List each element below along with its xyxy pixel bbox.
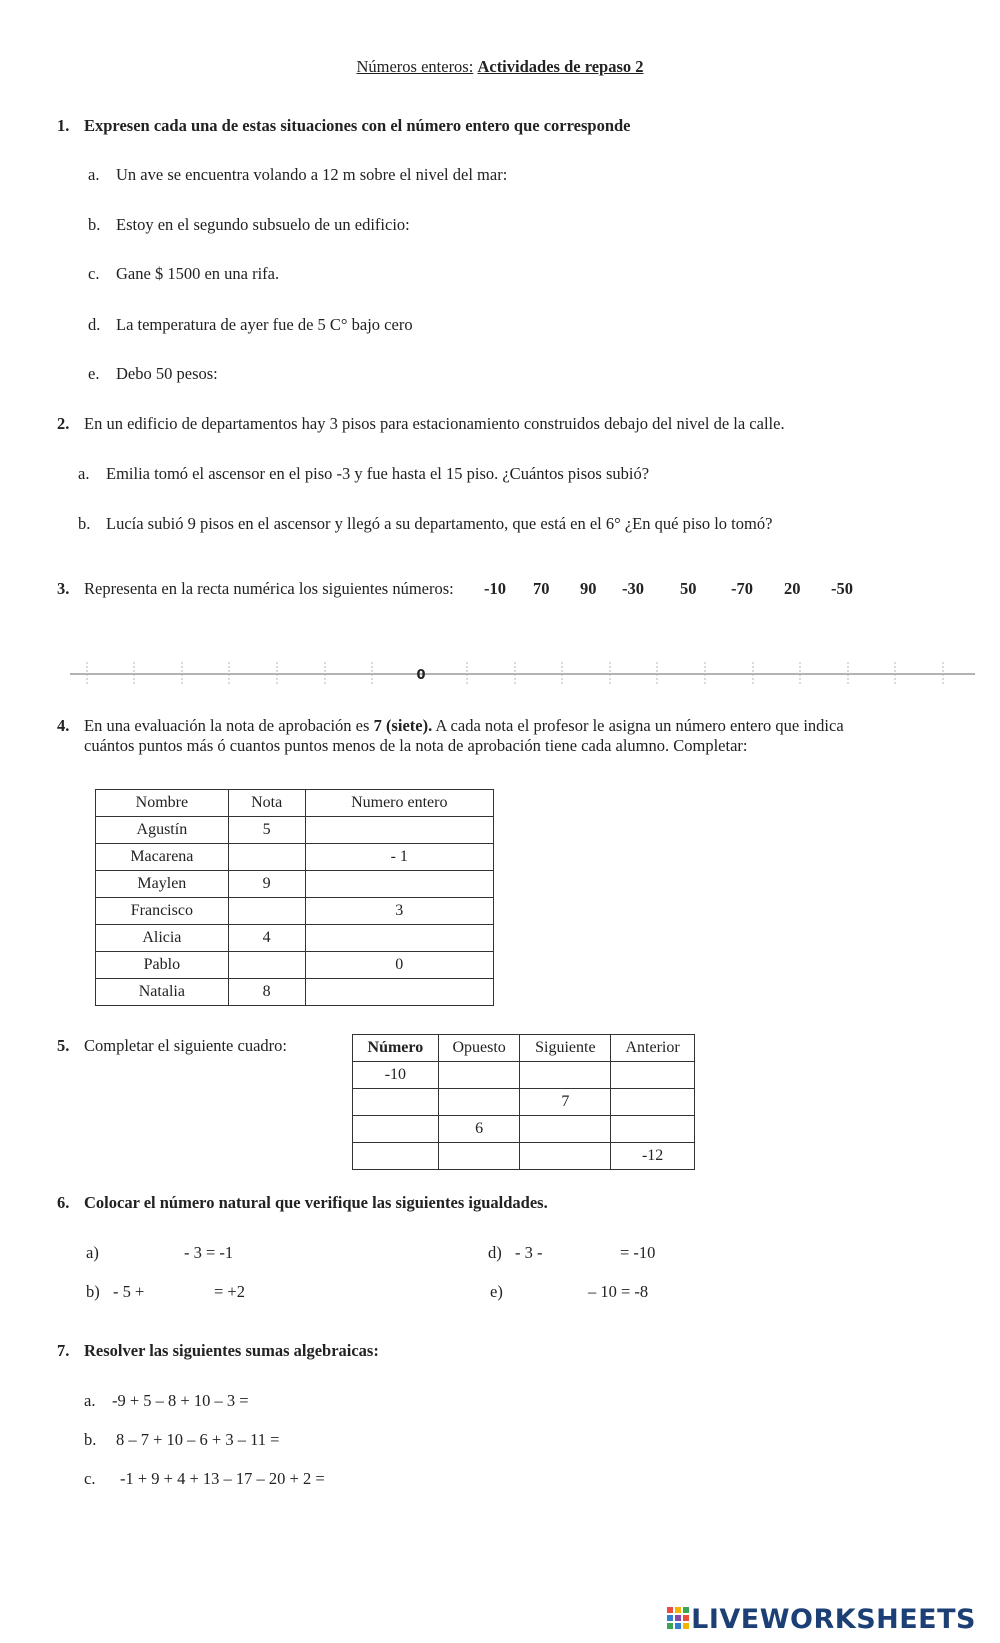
integer-cell[interactable]: 0 — [305, 952, 493, 979]
number-cell[interactable] — [353, 1089, 439, 1116]
q6-b-post: = +2 — [214, 1282, 245, 1301]
integer-cell[interactable] — [305, 979, 493, 1006]
q1-a-letter: a. — [88, 165, 100, 184]
q7-a-letter: a. — [84, 1391, 96, 1410]
number-cell[interactable] — [353, 1116, 439, 1143]
q1-c-letter: c. — [88, 264, 100, 283]
table-row — [96, 898, 494, 925]
q1-text: Expresen cada una de estas situaciones con el número entero que corresponde — [84, 116, 631, 135]
name-cell: Pablo — [96, 952, 229, 979]
q1-number: 1. — [57, 116, 70, 135]
q4-text-a: En una evaluación la nota de aprobación es — [84, 716, 370, 735]
q6-text: Colocar el número natural que verifique las siguientes igualdades. — [84, 1193, 548, 1212]
table-row — [96, 979, 494, 1006]
q3-text: Representa en la recta numérica los siguientes números: — [84, 579, 454, 598]
grade-cell[interactable] — [228, 898, 305, 925]
previous-cell[interactable] — [611, 1062, 695, 1089]
grade-cell[interactable] — [228, 844, 305, 871]
q2-a-letter: a. — [78, 464, 90, 483]
q1-b-text: Estoy en el segundo subsuelo de un edificio: — [116, 215, 410, 234]
header-cell: Opuesto — [438, 1035, 520, 1062]
opposite-cell[interactable] — [438, 1089, 520, 1116]
q6-a-expr: - 3 = -1 — [184, 1243, 234, 1262]
header-cell: Numero entero — [305, 790, 493, 817]
grade-cell[interactable]: 5 — [228, 817, 305, 844]
liveworksheets-text: LIVEWORKSHEETS — [691, 1604, 976, 1635]
page-title — [0, 57, 1000, 77]
header-cell: Nota — [228, 790, 305, 817]
q2-a-text: Emilia tomó el ascensor en el piso -3 y fue hasta el 15 piso. ¿Cuántos pisos subió? — [106, 464, 650, 483]
previous-cell[interactable] — [611, 1116, 695, 1143]
title-bold: Actividades de repaso 2 — [477, 57, 644, 76]
grade-cell[interactable]: 8 — [228, 979, 305, 1006]
table-row — [353, 1143, 695, 1170]
q6-b-pre: - 5 + — [113, 1282, 145, 1301]
table-row — [96, 925, 494, 952]
integer-cell[interactable] — [305, 925, 493, 952]
grade-cell[interactable] — [228, 952, 305, 979]
q3-value: 20 — [784, 579, 801, 598]
q1-a-text: Un ave se encuentra volando a 12 m sobre el nivel del mar: — [116, 165, 508, 184]
table-header-row — [96, 790, 494, 817]
name-cell: Agustín — [96, 817, 229, 844]
q4-number: 4. — [57, 716, 70, 735]
q4-table — [95, 789, 494, 1006]
integer-cell[interactable] — [305, 817, 493, 844]
table-row — [96, 844, 494, 871]
q3-value: -10 — [484, 579, 506, 598]
q7-a-text: -9 + 5 – 8 + 10 – 3 = — [112, 1391, 249, 1410]
q1-d-letter: d. — [88, 315, 101, 334]
next-cell[interactable] — [520, 1143, 611, 1170]
opposite-cell[interactable] — [438, 1062, 520, 1089]
next-cell[interactable] — [520, 1062, 611, 1089]
q5-text: Completar el siguiente cuadro: — [84, 1036, 287, 1055]
q6-number: 6. — [57, 1193, 70, 1212]
title-prefix: Números enteros: — [356, 57, 474, 76]
q3-value: -30 — [622, 579, 644, 598]
liveworksheets-icon — [667, 1607, 689, 1631]
name-cell: Macarena — [96, 844, 229, 871]
q3-value: 70 — [533, 579, 550, 598]
q7-b-text: 8 – 7 + 10 – 6 + 3 – 11 = — [116, 1430, 280, 1449]
q7-text: Resolver las siguientes sumas algebraicas: — [84, 1341, 379, 1360]
q7-c-text: -1 + 9 + 4 + 13 – 17 – 20 + 2 = — [120, 1469, 325, 1488]
integer-cell[interactable] — [305, 871, 493, 898]
table-row — [353, 1062, 695, 1089]
q1-d-text: La temperatura de ayer fue de 5 C° bajo cero — [116, 315, 413, 334]
table-row — [96, 952, 494, 979]
q2-text: En un edificio de departamentos hay 3 pisos para estacionamiento construidos debajo del nivel de la calle. — [84, 414, 785, 433]
q6-d-post: = -10 — [620, 1243, 656, 1262]
grade-cell[interactable]: 4 — [228, 925, 305, 952]
table-header-row — [353, 1035, 695, 1062]
q4-text-line2: cuántos puntos más ó cuantos puntos menos de la nota de aprobación tiene cada alumno. Completar: — [84, 736, 748, 755]
q3-value: 50 — [680, 579, 697, 598]
table-row — [353, 1089, 695, 1116]
q6-e-label: e) — [490, 1282, 503, 1301]
q1-e-letter: e. — [88, 364, 100, 383]
header-cell: Siguiente — [520, 1035, 611, 1062]
q6-e-expr: – 10 = -8 — [588, 1282, 649, 1301]
opposite-cell[interactable]: 6 — [438, 1116, 520, 1143]
next-cell[interactable] — [520, 1116, 611, 1143]
q1-b-letter: b. — [88, 215, 101, 234]
name-cell: Francisco — [96, 898, 229, 925]
previous-cell[interactable]: -12 — [611, 1143, 695, 1170]
q1-c-text: Gane $ 1500 en una rifa. — [116, 264, 280, 283]
liveworksheets-logo — [667, 1604, 976, 1635]
number-cell[interactable]: -10 — [353, 1062, 439, 1089]
q7-number: 7. — [57, 1341, 70, 1360]
next-cell[interactable]: 7 — [520, 1089, 611, 1116]
table-row — [96, 817, 494, 844]
number-line-zero: 0 — [416, 668, 426, 683]
q4-text-bold: 7 (siete). — [373, 716, 433, 735]
name-cell: Alicia — [96, 925, 229, 952]
q2-number: 2. — [57, 414, 70, 433]
name-cell: Maylen — [96, 871, 229, 898]
integer-cell[interactable]: 3 — [305, 898, 493, 925]
q6-b-label: b) — [86, 1282, 100, 1301]
q6-a-label: a) — [86, 1243, 99, 1262]
q6-d-label: d) — [488, 1243, 502, 1262]
q7-b-letter: b. — [84, 1430, 97, 1449]
grade-cell[interactable]: 9 — [228, 871, 305, 898]
q1-e-text: Debo 50 pesos: — [116, 364, 218, 383]
number-line[interactable] — [70, 660, 975, 690]
header-cell: Nombre — [96, 790, 229, 817]
q3-value: -50 — [831, 579, 853, 598]
name-cell: Natalia — [96, 979, 229, 1006]
number-cell[interactable] — [353, 1143, 439, 1170]
table-row — [353, 1116, 695, 1143]
q5-table — [352, 1034, 695, 1170]
header-cell: Anterior — [611, 1035, 695, 1062]
q6-d-pre: - 3 - — [515, 1243, 543, 1262]
q5-number: 5. — [57, 1036, 70, 1055]
header-cell: Número — [353, 1035, 439, 1062]
q2-b-letter: b. — [78, 514, 91, 533]
previous-cell[interactable] — [611, 1089, 695, 1116]
q2-b-text: Lucía subió 9 pisos en el ascensor y llegó a su departamento, que está en el 6° ¿En qué piso lo tomó? — [106, 514, 773, 533]
q3-value: -70 — [731, 579, 753, 598]
integer-cell[interactable]: - 1 — [305, 844, 493, 871]
q3-value: 90 — [580, 579, 597, 598]
q3-number: 3. — [57, 579, 70, 598]
q4-text-b: A cada nota el profesor le asigna un número entero que indica — [435, 716, 844, 735]
q7-c-letter: c. — [84, 1469, 96, 1488]
table-row — [96, 871, 494, 898]
opposite-cell[interactable] — [438, 1143, 520, 1170]
q4-text-line1 — [84, 716, 844, 736]
